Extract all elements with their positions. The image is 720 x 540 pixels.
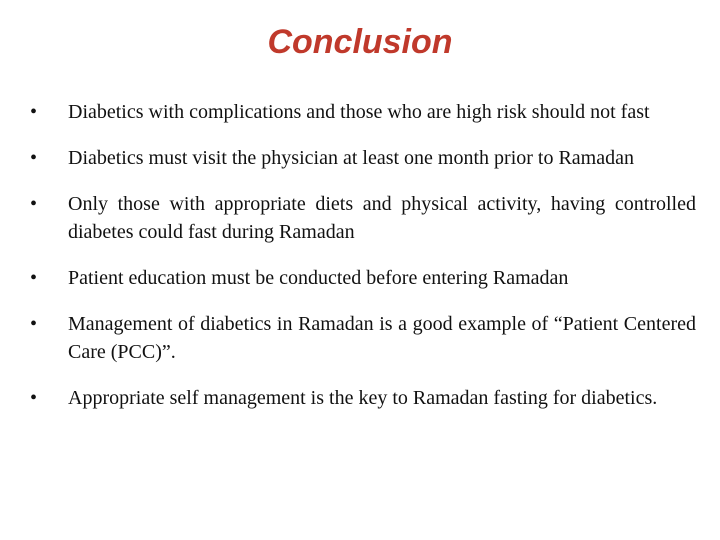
bullet-dot-icon: • xyxy=(30,147,38,169)
bullet-dot-icon: • xyxy=(30,267,38,289)
bullet-item xyxy=(30,384,696,412)
bullet-item xyxy=(30,98,696,126)
bullet-text: Diabetics with complications and those who are high risk should not fast xyxy=(68,101,650,123)
bullet-list xyxy=(30,98,696,412)
bullet-text: Patient education must be conducted before entering Ramadan xyxy=(68,267,569,289)
bullet-dot-icon: • xyxy=(30,101,38,123)
bullet-dot-icon: • xyxy=(30,313,38,335)
bullet-text: Diabetics must visit the physician at least one month prior to Ramadan xyxy=(68,147,634,169)
bullet-dot-icon: • xyxy=(30,387,38,409)
bullet-text: Management of diabetics in Ramadan is a good example of “Patient Centered Care (PCC)”. xyxy=(68,313,696,363)
bullet-dot-icon: • xyxy=(30,193,38,215)
bullet-text: Only those with appropriate diets and physical activity, having controlled diabetes could fast during Ramadan xyxy=(68,193,696,243)
bullet-item xyxy=(30,190,696,246)
bullet-item xyxy=(30,310,696,366)
bullet-item xyxy=(30,144,696,172)
bullet-item xyxy=(30,264,696,292)
bullet-text: Appropriate self management is the key to Ramadan fasting for diabetics. xyxy=(68,387,658,409)
slide-title: Conclusion xyxy=(267,23,453,61)
